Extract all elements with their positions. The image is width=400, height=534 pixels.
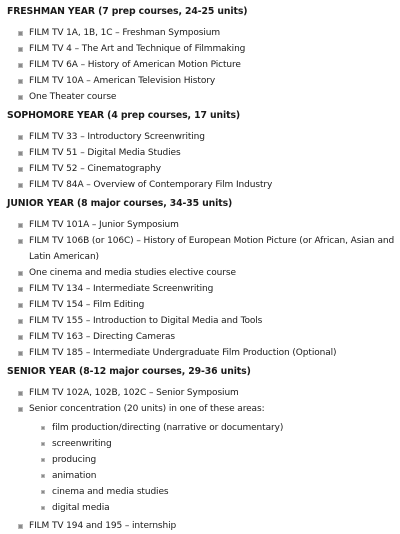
senior-year-heading: SENIOR YEAR (8-12 major courses, 29-36 units) — [7, 366, 251, 377]
concentration-item — [41, 468, 396, 484]
course-text: FILM TV 154 – Film Editing — [29, 300, 145, 310]
course-text: FILM TV 163 – Directing Cameras — [29, 332, 176, 342]
course-text: FILM TV 185 – Intermediate Undergraduate Film Production (Optional) — [29, 348, 337, 358]
sophomore-year-heading: SOPHOMORE YEAR (4 prep courses, 17 units) — [7, 110, 241, 121]
bullet-icon — [18, 183, 23, 188]
concentration-text: film production/directing (narrative or documentary) — [52, 423, 284, 433]
bullet-icon — [18, 63, 23, 68]
list-item — [18, 313, 396, 329]
bullet-icon — [18, 151, 23, 156]
bullet-icon — [18, 223, 23, 228]
course-text: One Theater course — [29, 92, 117, 102]
course-text: FILM TV 194 and 195 – internship — [29, 521, 177, 531]
senior-course-list — [7, 385, 396, 534]
list-item — [18, 345, 396, 361]
list-item — [18, 401, 396, 516]
sophomore-course-list — [7, 129, 396, 193]
list-item — [18, 57, 396, 73]
bullet-icon — [41, 506, 45, 510]
concentration-text: screenwriting — [52, 439, 112, 449]
concentration-item — [41, 436, 396, 452]
bullet-icon — [41, 426, 45, 430]
bullet-icon — [18, 135, 23, 140]
course-text: FILM TV 52 – Cinematography — [29, 164, 161, 174]
bullet-icon — [18, 524, 23, 529]
list-item — [18, 177, 396, 193]
concentration-text: cinema and media studies — [52, 487, 169, 497]
bullet-icon — [18, 351, 23, 356]
bullet-icon — [18, 239, 23, 244]
junior-year-heading: JUNIOR YEAR (8 major courses, 34-35 units) — [7, 198, 233, 209]
list-item — [18, 281, 396, 297]
course-text: Senior concentration (20 units) in one of these areas: — [29, 404, 265, 414]
bullet-icon — [18, 271, 23, 276]
concentration-text: digital media — [52, 503, 110, 513]
bullet-icon — [18, 335, 23, 340]
concentration-text: producing — [52, 455, 97, 465]
course-text: FILM TV 10A – American Television History — [29, 76, 216, 86]
course-text: FILM TV 4 – The Art and Technique of Filmmaking — [29, 44, 246, 54]
bullet-icon — [18, 407, 23, 412]
course-text: FILM TV 155 – Introduction to Digital Media and Tools — [29, 316, 263, 326]
curriculum-document — [0, 3, 400, 534]
freshman-year-heading: FRESHMAN YEAR (7 prep courses, 24-25 units) — [7, 6, 248, 17]
course-text: FILM TV 106B (or 106C) – History of European Motion Picture (or African, Asian and Latin American) — [29, 236, 395, 262]
bullet-icon — [18, 47, 23, 52]
bullet-icon — [18, 167, 23, 172]
list-item — [18, 73, 396, 89]
list-item — [18, 89, 396, 105]
concentration-item — [41, 452, 396, 468]
bullet-icon — [18, 287, 23, 292]
course-text: FILM TV 102A, 102B, 102C – Senior Symposium — [29, 388, 239, 398]
course-text: FILM TV 51 – Digital Media Studies — [29, 148, 181, 158]
list-item — [18, 518, 396, 534]
bullet-icon — [18, 319, 23, 324]
list-item — [18, 25, 396, 41]
list-item — [18, 233, 396, 265]
bullet-icon — [41, 458, 45, 462]
course-text: FILM TV 134 – Intermediate Screenwriting — [29, 284, 214, 294]
list-item — [18, 129, 396, 145]
freshman-course-list — [7, 25, 396, 105]
bullet-icon — [18, 303, 23, 308]
course-text: FILM TV 101A – Junior Symposium — [29, 220, 179, 230]
concentration-list — [29, 420, 396, 516]
list-item — [18, 329, 396, 345]
list-item — [18, 297, 396, 313]
concentration-text: animation — [52, 471, 97, 481]
bullet-icon — [18, 31, 23, 36]
list-item — [18, 161, 396, 177]
list-item — [18, 145, 396, 161]
concentration-item — [41, 420, 396, 436]
bullet-icon — [18, 391, 23, 396]
bullet-icon — [41, 490, 45, 494]
course-text: One cinema and media studies elective course — [29, 268, 236, 278]
junior-course-list — [7, 217, 396, 361]
concentration-item — [41, 484, 396, 500]
list-item — [18, 385, 396, 401]
list-item — [18, 41, 396, 57]
bullet-icon — [18, 79, 23, 84]
course-text: FILM TV 6A – History of American Motion Picture — [29, 60, 241, 70]
course-text: FILM TV 33 – Introductory Screenwriting — [29, 132, 205, 142]
concentration-item — [41, 500, 396, 516]
list-item — [18, 217, 396, 233]
bullet-icon — [41, 442, 45, 446]
course-text: FILM TV 1A, 1B, 1C – Freshman Symposium — [29, 28, 221, 38]
bullet-icon — [41, 474, 45, 478]
course-text: FILM TV 84A – Overview of Contemporary Film Industry — [29, 180, 273, 190]
list-item — [18, 265, 396, 281]
bullet-icon — [18, 95, 23, 100]
